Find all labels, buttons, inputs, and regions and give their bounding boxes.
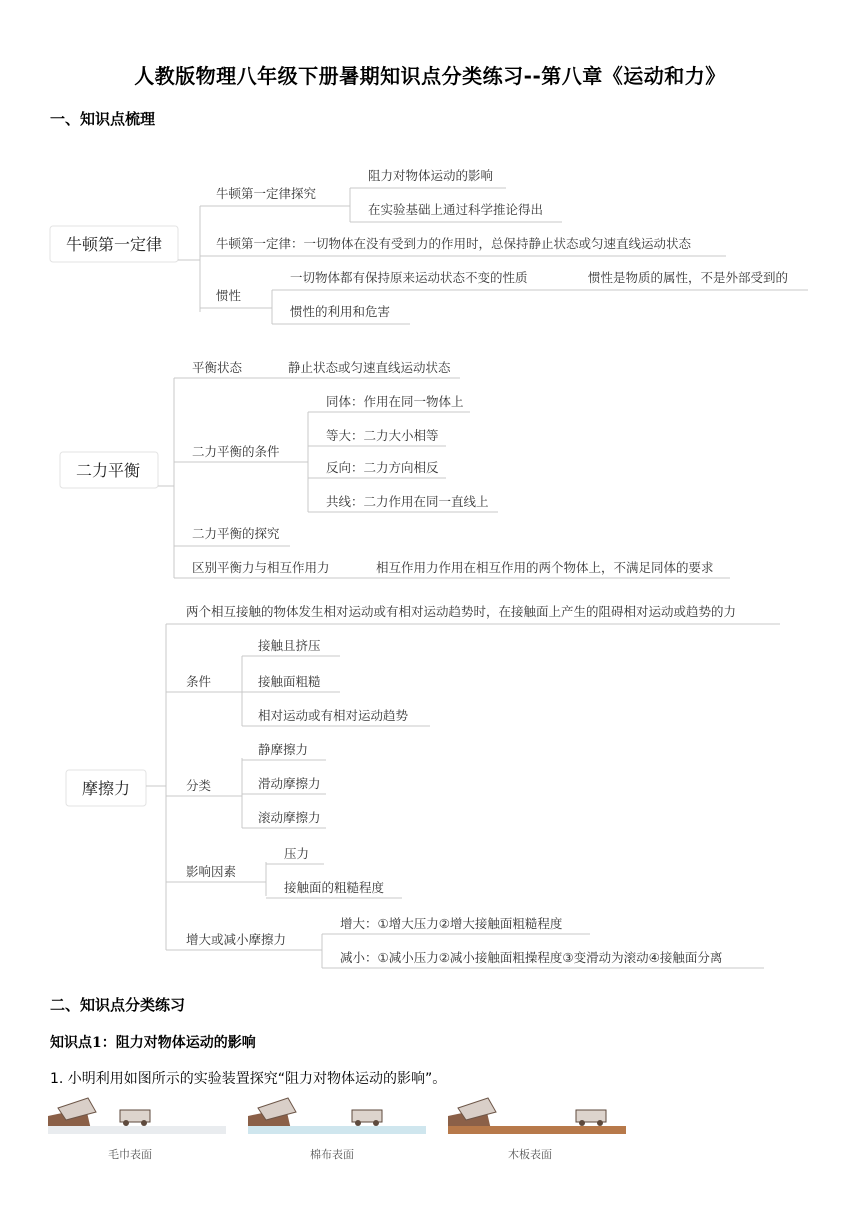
node-balance-b2c3: 反向：二力方向相反 xyxy=(326,460,439,475)
node-friction-cond: 条件 xyxy=(186,674,212,689)
node-friction-chg1: 增大：①增大压力②增大接触面粗糙程度 xyxy=(340,916,563,931)
mindmap-newton xyxy=(50,168,808,324)
node-newton-b1: 牛顿第一定律探究 xyxy=(216,186,317,201)
node-balance-b2c2: 等大：二力大小相等 xyxy=(326,428,439,443)
section-heading-1: 一、知识点梳理 xyxy=(50,110,156,128)
node-newton-b3c1: 一切物体都有保持原来运动状态不变的性质 xyxy=(290,270,528,285)
caption-cotton: 棉布表面 xyxy=(310,1148,354,1161)
node-newton-b2: 牛顿第一定律：一切物体在没有受到力的作用时，总保持静止状态或匀速直线运动状态 xyxy=(216,236,692,251)
surface-towel xyxy=(48,1126,226,1134)
section-heading-2: 二、知识点分类练习 xyxy=(50,996,186,1014)
node-friction-cond3: 相对运动或有相对运动趋势 xyxy=(258,708,409,723)
node-newton-b1c1: 阻力对物体运动的影响 xyxy=(368,168,494,183)
caption-wood: 木板表面 xyxy=(508,1148,552,1161)
node-friction-fac: 影响因素 xyxy=(186,864,237,879)
node-newton-b3c2: 惯性的利用和危害 xyxy=(290,304,391,319)
setup-towel xyxy=(48,1098,226,1134)
node-friction-fac2: 接触面的粗糙程度 xyxy=(284,880,385,895)
node-balance-b2c4: 共线：二力作用在同一直线上 xyxy=(326,494,489,509)
node-balance-b1c1: 静止状态或匀速直线运动状态 xyxy=(288,360,451,375)
node-balance-root: 二力平衡 xyxy=(76,461,141,480)
setup-cotton xyxy=(248,1098,426,1134)
surface-wood xyxy=(448,1126,626,1134)
question-1: 1. 小明利用如图所示的实验装置探究“阻力对物体运动的影响”。 xyxy=(50,1071,447,1087)
page-title: 人教版物理八年级下册暑期知识点分类练习--第八章《运动和力》 xyxy=(134,64,726,88)
node-friction-def: 两个相互接触的物体发生相对运动或有相对运动趋势时，在接触面上产生的阻碍相对运动或趋势的力 xyxy=(186,604,737,619)
node-balance-b4: 区别平衡力与相互作用力 xyxy=(192,560,330,575)
node-friction-cond1: 接触且挤压 xyxy=(258,638,321,653)
node-balance-b4c1: 相互作用力作用在相互作用的两个物体上，不满足同体的要求 xyxy=(376,560,714,575)
mindmap-friction xyxy=(66,604,780,968)
node-balance-b1: 平衡状态 xyxy=(192,360,243,375)
node-friction-cls1: 静摩擦力 xyxy=(258,742,309,757)
node-friction-cond2: 接触面粗糙 xyxy=(258,674,321,689)
node-balance-b2: 二力平衡的条件 xyxy=(192,444,280,459)
node-newton-root: 牛顿第一定律 xyxy=(66,235,163,254)
node-newton-b1c2: 在实验基础上通过科学推论得出 xyxy=(368,202,544,217)
node-friction-cls: 分类 xyxy=(186,778,212,793)
setup-wood xyxy=(448,1098,626,1134)
surface-cotton xyxy=(248,1126,426,1134)
node-friction-chg2: 减小：①减小压力②减小接触面粗操程度③变滑动为滚动④接触面分离 xyxy=(340,950,723,965)
node-friction-chg: 增大或减小摩擦力 xyxy=(186,932,287,947)
caption-towel: 毛巾表面 xyxy=(108,1148,152,1161)
mindmap-balance xyxy=(60,360,730,578)
knowledge-point-1: 知识点1：阻力对物体运动的影响 xyxy=(50,1035,256,1051)
node-balance-b2c1: 同体：作用在同一物体上 xyxy=(326,394,464,409)
node-friction-fac1: 压力 xyxy=(284,846,310,861)
node-friction-cls2: 滑动摩擦力 xyxy=(258,776,321,791)
node-newton-b3c1a: 惯性是物质的属性，不是外部受到的 xyxy=(588,270,789,285)
node-balance-b3: 二力平衡的探究 xyxy=(192,526,280,541)
node-friction-cls3: 滚动摩擦力 xyxy=(258,810,321,825)
node-newton-b3: 惯性 xyxy=(216,288,242,303)
node-friction-root: 摩擦力 xyxy=(82,779,131,798)
